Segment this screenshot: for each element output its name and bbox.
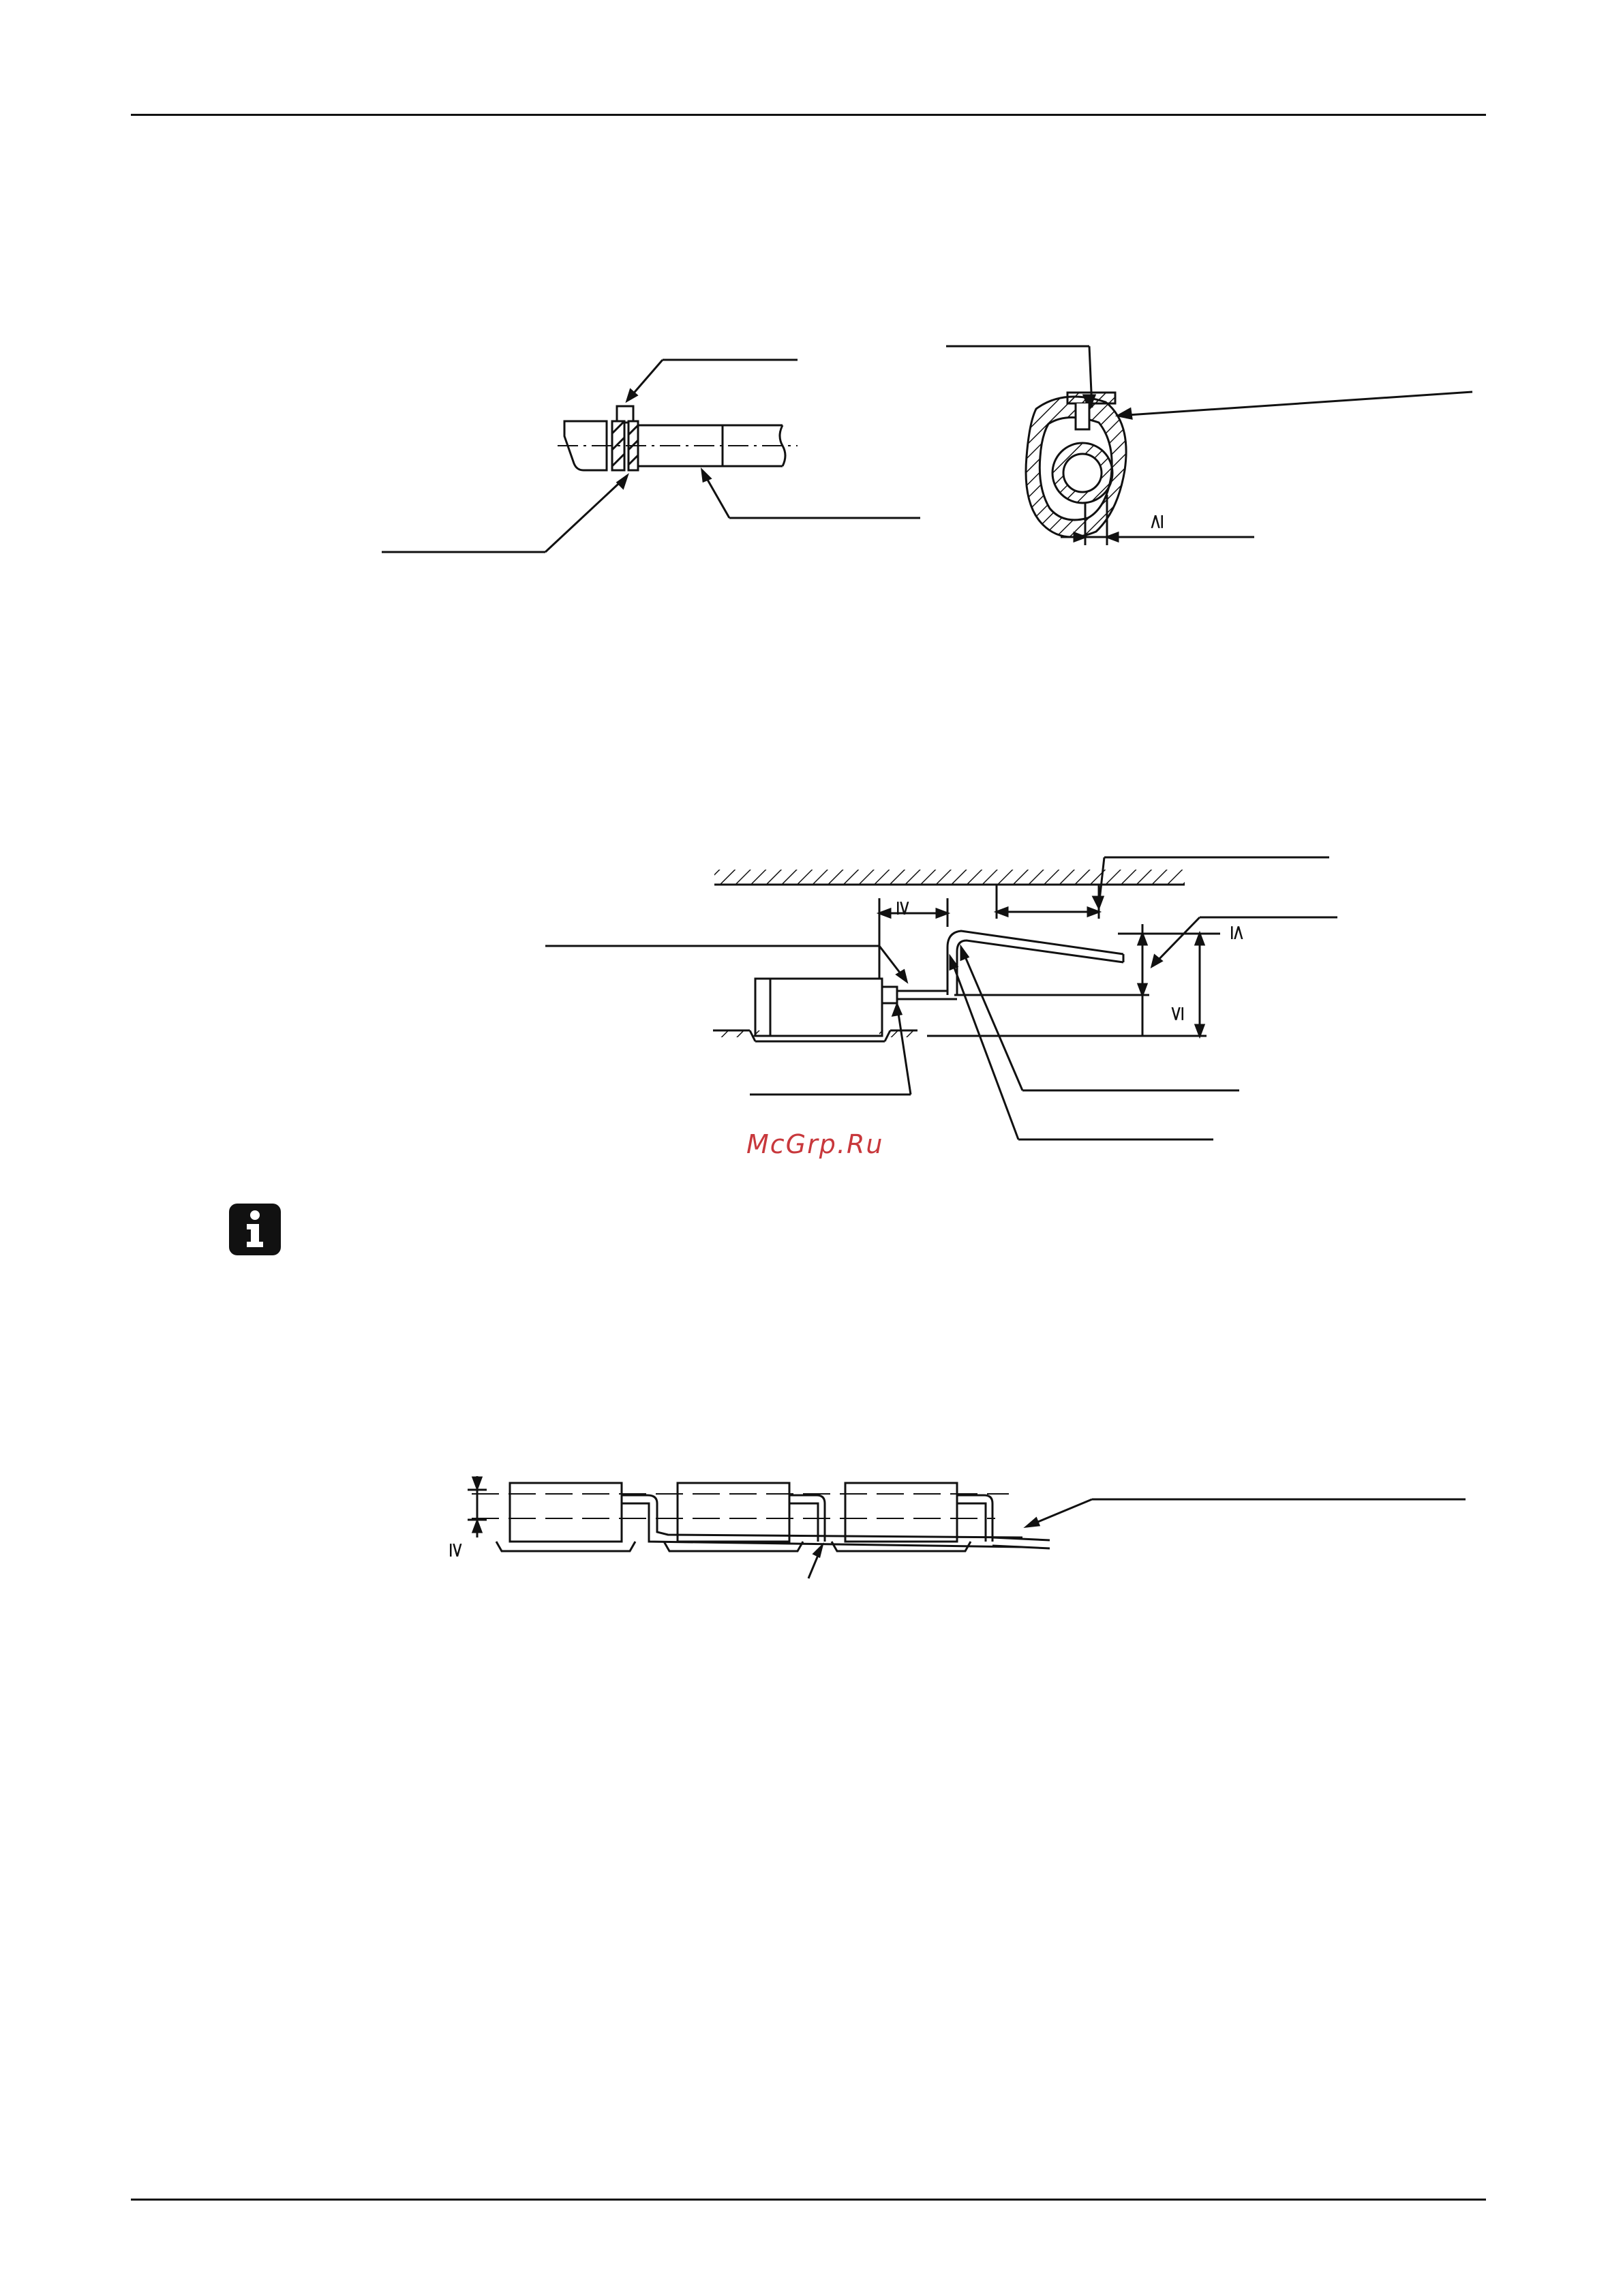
insulation-gap-mark: ≥ <box>1144 512 1168 530</box>
pipe-offset-mark: ≥ <box>892 900 915 917</box>
pipe-drop-mark: ≤ <box>1226 924 1249 942</box>
bottom-height-mark: ≥ <box>444 1542 468 1559</box>
watermark-text: McGrp.Ru <box>746 1129 884 1159</box>
unit-height-mark: ≤ <box>1165 1005 1189 1022</box>
